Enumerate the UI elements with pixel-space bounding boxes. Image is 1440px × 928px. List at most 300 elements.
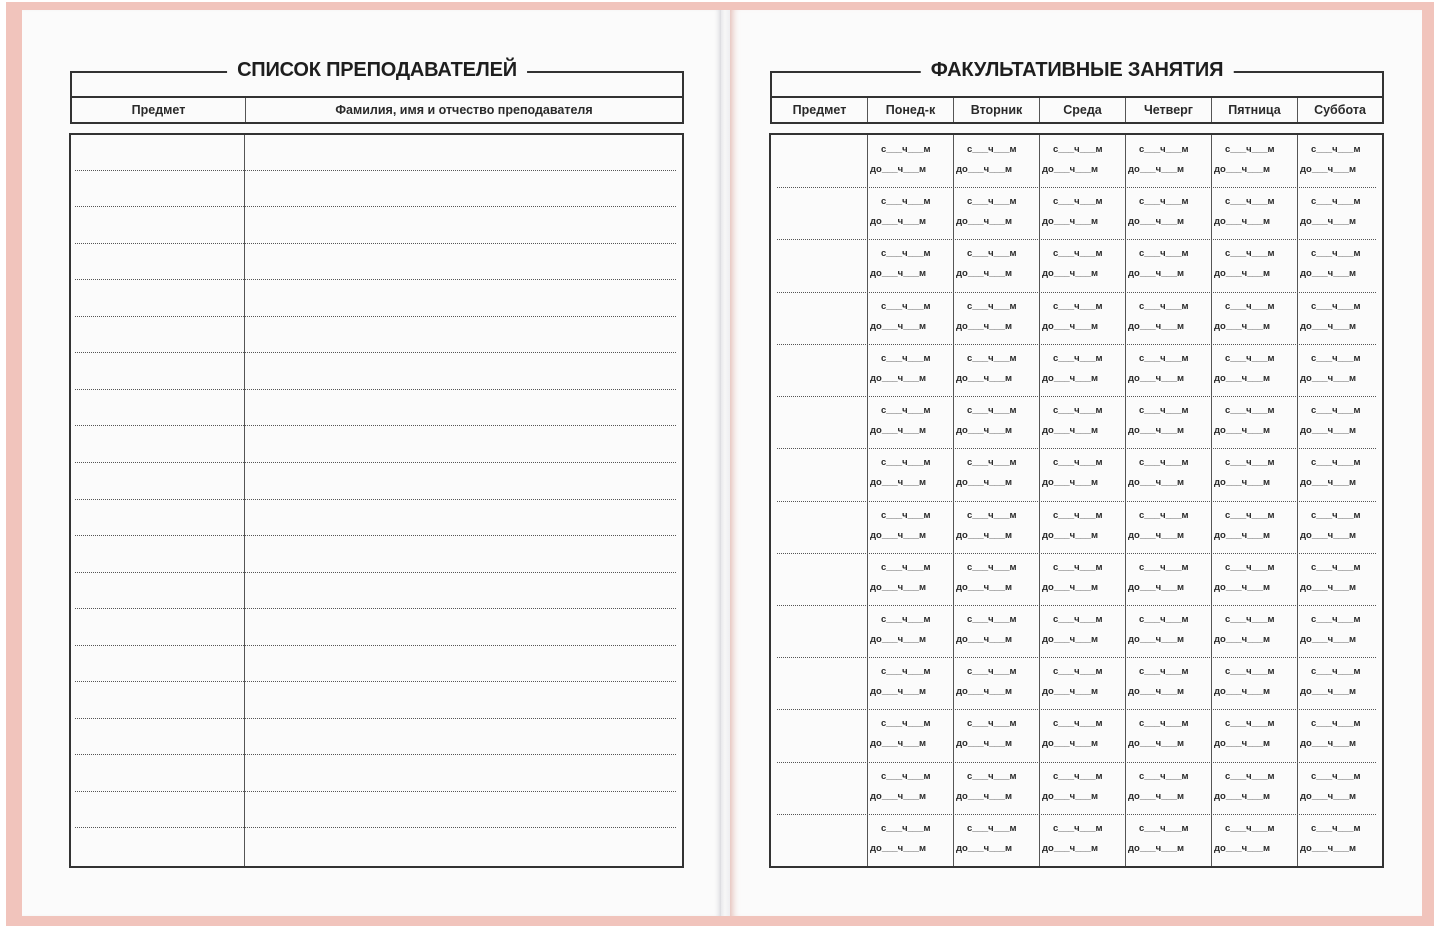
time-slot <box>868 144 953 176</box>
time-slot <box>954 771 1039 803</box>
time-to-label: до___ч___м <box>1214 530 1271 541</box>
time-from-label: с___ч___м <box>967 353 1017 364</box>
time-from-label: с___ч___м <box>1053 457 1103 468</box>
time-slot <box>868 405 953 437</box>
time-slot <box>868 614 953 646</box>
time-from-label: с___ч___м <box>1311 144 1361 155</box>
time-from-label: с___ч___м <box>1311 457 1361 468</box>
time-to-label: до___ч___м <box>870 791 927 802</box>
time-from-label: с___ч___м <box>967 196 1017 207</box>
time-to-label: до___ч___м <box>1214 582 1271 593</box>
time-slot <box>1126 457 1211 489</box>
time-to-label: до___ч___м <box>1214 477 1271 488</box>
time-slot <box>868 353 953 385</box>
time-slot <box>1040 248 1125 280</box>
time-from-label: с___ч___м <box>1225 248 1275 259</box>
teachers-title: СПИСОК ПРЕПОДАВАТЕЛЕЙ <box>227 59 527 82</box>
time-to-label: до___ч___м <box>1042 791 1099 802</box>
time-to-label: до___ч___м <box>1128 373 1185 384</box>
row-rule-line <box>777 501 1376 502</box>
time-slot <box>868 301 953 333</box>
time-slot <box>1212 614 1297 646</box>
time-slot <box>954 510 1039 542</box>
row-rule-line <box>777 396 1376 397</box>
time-slot <box>1126 405 1211 437</box>
time-from-label: с___ч___м <box>881 823 931 834</box>
time-slot <box>954 196 1039 228</box>
time-slot <box>868 823 953 855</box>
time-slot <box>1040 457 1125 489</box>
time-from-label: с___ч___м <box>1311 718 1361 729</box>
time-to-label: до___ч___м <box>1042 477 1099 488</box>
time-slot <box>1126 248 1211 280</box>
time-to-label: до___ч___м <box>1214 634 1271 645</box>
time-from-label: с___ч___м <box>967 771 1017 782</box>
time-slot <box>1212 510 1297 542</box>
time-slot <box>1126 510 1211 542</box>
time-slot <box>1212 457 1297 489</box>
time-slot <box>954 666 1039 698</box>
time-to-label: до___ч___м <box>870 373 927 384</box>
time-to-label: до___ч___м <box>1128 530 1185 541</box>
time-from-label: с___ч___м <box>1053 405 1103 416</box>
time-slot <box>1040 614 1125 646</box>
row-rule-line <box>75 827 676 828</box>
header-thursday: Четверг <box>1126 98 1212 122</box>
time-from-label: с___ч___м <box>967 405 1017 416</box>
time-to-label: до___ч___м <box>1042 164 1099 175</box>
time-from-label: с___ч___м <box>967 510 1017 521</box>
time-from-label: с___ч___м <box>1139 666 1189 677</box>
header-tuesday: Вторник <box>954 98 1040 122</box>
right-page <box>730 10 1422 916</box>
time-from-label: с___ч___м <box>1311 301 1361 312</box>
time-to-label: до___ч___м <box>1128 843 1185 854</box>
time-to-label: до___ч___м <box>1300 530 1357 541</box>
time-slot <box>1040 301 1125 333</box>
time-from-label: с___ч___м <box>881 196 931 207</box>
row-rule-line <box>777 187 1376 188</box>
time-to-label: до___ч___м <box>956 216 1013 227</box>
row-rule-line <box>75 243 676 244</box>
time-from-label: с___ч___м <box>967 301 1017 312</box>
time-from-label: с___ч___м <box>1139 718 1189 729</box>
time-to-label: до___ч___м <box>1214 373 1271 384</box>
time-from-label: с___ч___м <box>1139 771 1189 782</box>
time-to-label: до___ч___м <box>1042 321 1099 332</box>
time-from-label: с___ч___м <box>967 718 1017 729</box>
time-to-label: до___ч___м <box>1128 791 1185 802</box>
time-from-label: с___ч___м <box>1139 248 1189 259</box>
time-from-label: с___ч___м <box>1053 771 1103 782</box>
time-to-label: до___ч___м <box>1300 738 1357 749</box>
time-from-label: с___ч___м <box>1225 562 1275 573</box>
time-to-label: до___ч___м <box>1128 216 1185 227</box>
time-slot <box>868 666 953 698</box>
time-to-label: до___ч___м <box>870 582 927 593</box>
time-slot <box>1298 614 1383 646</box>
time-slot <box>1126 144 1211 176</box>
teachers-table <box>69 133 684 868</box>
time-slot <box>868 457 953 489</box>
time-slot <box>1126 666 1211 698</box>
row-rule-line <box>777 344 1376 345</box>
time-slot <box>868 248 953 280</box>
time-from-label: с___ч___м <box>1225 196 1275 207</box>
time-to-label: до___ч___м <box>870 425 927 436</box>
time-from-label: с___ч___м <box>1053 248 1103 259</box>
time-from-label: с___ч___м <box>967 144 1017 155</box>
row-rule-line <box>777 814 1376 815</box>
time-slot <box>954 353 1039 385</box>
time-to-label: до___ч___м <box>956 164 1013 175</box>
time-slot <box>1126 301 1211 333</box>
time-to-label: до___ч___м <box>1214 738 1271 749</box>
time-slot <box>1212 823 1297 855</box>
time-from-label: с___ч___м <box>881 562 931 573</box>
time-slot <box>1298 248 1383 280</box>
time-to-label: до___ч___м <box>870 477 927 488</box>
time-slot <box>1212 353 1297 385</box>
time-to-label: до___ч___м <box>1300 268 1357 279</box>
time-slot <box>1298 457 1383 489</box>
time-slot <box>868 771 953 803</box>
time-to-label: до___ч___м <box>956 425 1013 436</box>
electives-title-frame <box>770 59 1384 99</box>
time-from-label: с___ч___м <box>1139 405 1189 416</box>
time-to-label: до___ч___м <box>956 843 1013 854</box>
time-to-label: до___ч___м <box>1214 425 1271 436</box>
time-slot <box>1298 510 1383 542</box>
header-saturday: Суббота <box>1314 103 1366 117</box>
row-rule-line <box>75 681 676 682</box>
row-rule-line <box>777 605 1376 606</box>
row-rule-line <box>75 425 676 426</box>
time-from-label: с___ч___м <box>1225 718 1275 729</box>
time-slot <box>1040 666 1125 698</box>
time-slot <box>1040 823 1125 855</box>
time-to-label: до___ч___м <box>1042 843 1099 854</box>
time-slot <box>954 457 1039 489</box>
time-from-label: с___ч___м <box>1139 823 1189 834</box>
time-from-label: с___ч___м <box>1053 196 1103 207</box>
time-from-label: с___ч___м <box>1139 353 1189 364</box>
time-to-label: до___ч___м <box>1300 425 1357 436</box>
time-to-label: до___ч___м <box>956 373 1013 384</box>
time-to-label: до___ч___м <box>1042 216 1099 227</box>
row-rule-line <box>75 535 676 536</box>
time-to-label: до___ч___м <box>870 634 927 645</box>
time-from-label: с___ч___м <box>1311 353 1361 364</box>
time-slot <box>954 823 1039 855</box>
row-rule-line <box>75 572 676 573</box>
time-slot <box>1298 144 1383 176</box>
time-from-label: с___ч___м <box>1139 144 1189 155</box>
time-from-label: с___ч___м <box>1053 562 1103 573</box>
time-to-label: до___ч___м <box>1128 425 1185 436</box>
row-rule-line <box>75 316 676 317</box>
time-to-label: до___ч___м <box>1128 268 1185 279</box>
time-from-label: с___ч___м <box>1139 562 1189 573</box>
time-slot <box>954 405 1039 437</box>
teachers-header <box>70 96 684 124</box>
electives-table <box>769 133 1384 868</box>
time-to-label: до___ч___м <box>956 738 1013 749</box>
time-to-label: до___ч___м <box>1128 164 1185 175</box>
time-from-label: с___ч___м <box>1225 301 1275 312</box>
time-slot <box>1212 301 1297 333</box>
time-slot <box>1298 718 1383 750</box>
row-rule-line <box>75 754 676 755</box>
time-from-label: с___ч___м <box>881 353 931 364</box>
time-from-label: с___ч___м <box>1311 614 1361 625</box>
time-slot <box>1212 144 1297 176</box>
time-to-label: до___ч___м <box>1300 582 1357 593</box>
time-to-label: до___ч___м <box>1300 164 1357 175</box>
time-from-label: с___ч___м <box>1053 510 1103 521</box>
time-from-label: с___ч___м <box>1139 614 1189 625</box>
time-slot <box>1212 718 1297 750</box>
header-subject: Предмет <box>72 98 246 122</box>
time-from-label: с___ч___м <box>1225 405 1275 416</box>
time-from-label: с___ч___м <box>1311 823 1361 834</box>
time-from-label: с___ч___м <box>1053 666 1103 677</box>
time-slot <box>868 196 953 228</box>
time-from-label: с___ч___м <box>1053 353 1103 364</box>
left-page <box>22 10 722 916</box>
time-to-label: до___ч___м <box>1214 216 1271 227</box>
time-slot <box>954 144 1039 176</box>
time-from-label: с___ч___м <box>881 301 931 312</box>
time-to-label: до___ч___м <box>1128 738 1185 749</box>
time-from-label: с___ч___м <box>1139 301 1189 312</box>
time-from-label: с___ч___м <box>967 823 1017 834</box>
time-from-label: с___ч___м <box>1311 562 1361 573</box>
row-rule-line <box>777 709 1376 710</box>
time-slot <box>954 614 1039 646</box>
time-to-label: до___ч___м <box>1128 321 1185 332</box>
time-slot <box>1040 144 1125 176</box>
time-from-label: с___ч___м <box>881 718 931 729</box>
time-to-label: до___ч___м <box>956 582 1013 593</box>
row-rule-line <box>75 608 676 609</box>
time-to-label: до___ч___м <box>870 268 927 279</box>
time-to-label: до___ч___м <box>956 686 1013 697</box>
time-slot <box>954 562 1039 594</box>
time-from-label: с___ч___м <box>1053 301 1103 312</box>
time-to-label: до___ч___м <box>1042 738 1099 749</box>
time-slot <box>868 510 953 542</box>
time-to-label: до___ч___м <box>870 216 927 227</box>
time-to-label: до___ч___м <box>1300 634 1357 645</box>
time-from-label: с___ч___м <box>967 457 1017 468</box>
time-slot <box>1126 353 1211 385</box>
time-from-label: с___ч___м <box>1311 196 1361 207</box>
time-from-label: с___ч___м <box>1225 144 1275 155</box>
row-rule-line <box>75 462 676 463</box>
time-slot <box>1126 614 1211 646</box>
time-from-label: с___ч___м <box>1311 248 1361 259</box>
time-to-label: до___ч___м <box>1042 582 1099 593</box>
time-from-label: с___ч___м <box>1053 614 1103 625</box>
time-to-label: до___ч___м <box>870 164 927 175</box>
time-slot <box>1212 771 1297 803</box>
time-to-label: до___ч___м <box>870 321 927 332</box>
time-from-label: с___ч___м <box>967 614 1017 625</box>
time-from-label: с___ч___м <box>1139 457 1189 468</box>
time-from-label: с___ч___м <box>1225 353 1275 364</box>
time-slot <box>1298 353 1383 385</box>
time-slot <box>1040 718 1125 750</box>
time-from-label: с___ч___м <box>881 771 931 782</box>
row-rule-line <box>75 645 676 646</box>
time-to-label: до___ч___м <box>956 268 1013 279</box>
time-to-label: до___ч___м <box>1300 321 1357 332</box>
teachers-title-frame <box>70 59 684 99</box>
time-to-label: до___ч___м <box>1214 843 1271 854</box>
time-from-label: с___ч___м <box>1053 144 1103 155</box>
time-slot <box>1298 666 1383 698</box>
time-to-label: до___ч___м <box>870 686 927 697</box>
row-rule-line <box>75 206 676 207</box>
time-to-label: до___ч___м <box>1214 791 1271 802</box>
column-divider <box>244 135 245 866</box>
time-to-label: до___ч___м <box>1300 373 1357 384</box>
header-wednesday: Среда <box>1040 98 1126 122</box>
row-rule-line <box>777 292 1376 293</box>
time-slot <box>1212 405 1297 437</box>
time-from-label: с___ч___м <box>1225 614 1275 625</box>
header-teacher-name: Фамилия, имя и отчество преподавателя <box>335 103 593 117</box>
time-from-label: с___ч___м <box>1139 196 1189 207</box>
time-to-label: до___ч___м <box>1300 686 1357 697</box>
time-slot <box>1298 562 1383 594</box>
time-slot <box>1298 823 1383 855</box>
time-from-label: с___ч___м <box>1225 771 1275 782</box>
time-from-label: с___ч___м <box>881 510 931 521</box>
time-slot <box>1126 823 1211 855</box>
time-slot <box>1126 771 1211 803</box>
time-to-label: до___ч___м <box>870 843 927 854</box>
time-from-label: с___ч___м <box>1311 771 1361 782</box>
time-slot <box>954 718 1039 750</box>
time-slot <box>868 718 953 750</box>
time-slot <box>1212 666 1297 698</box>
time-to-label: до___ч___м <box>1042 530 1099 541</box>
time-from-label: с___ч___м <box>1139 510 1189 521</box>
row-rule-line <box>777 553 1376 554</box>
time-to-label: до___ч___м <box>956 634 1013 645</box>
time-slot <box>1040 562 1125 594</box>
time-to-label: до___ч___м <box>870 738 927 749</box>
time-to-label: до___ч___м <box>870 530 927 541</box>
time-from-label: с___ч___м <box>1311 666 1361 677</box>
row-rule-line <box>777 657 1376 658</box>
time-slot <box>1298 771 1383 803</box>
time-slot <box>1040 771 1125 803</box>
time-from-label: с___ч___м <box>1053 718 1103 729</box>
time-from-label: с___ч___м <box>881 614 931 625</box>
time-to-label: до___ч___м <box>1300 477 1357 488</box>
time-from-label: с___ч___м <box>1053 823 1103 834</box>
time-to-label: до___ч___м <box>956 791 1013 802</box>
time-slot <box>954 301 1039 333</box>
row-rule-line <box>75 352 676 353</box>
time-from-label: с___ч___м <box>1311 510 1361 521</box>
time-from-label: с___ч___м <box>967 248 1017 259</box>
time-slot <box>1040 405 1125 437</box>
electives-title: ФАКУЛЬТАТИВНЫЕ ЗАНЯТИЯ <box>921 59 1234 82</box>
time-slot <box>1298 196 1383 228</box>
time-from-label: с___ч___м <box>881 457 931 468</box>
time-slot <box>1040 196 1125 228</box>
time-slot <box>1298 405 1383 437</box>
time-to-label: до___ч___м <box>1128 634 1185 645</box>
time-to-label: до___ч___м <box>1214 164 1271 175</box>
time-slot <box>1298 301 1383 333</box>
time-from-label: с___ч___м <box>967 666 1017 677</box>
time-from-label: с___ч___м <box>1225 666 1275 677</box>
time-to-label: до___ч___м <box>1128 477 1185 488</box>
time-slot <box>1126 718 1211 750</box>
time-from-label: с___ч___м <box>881 248 931 259</box>
time-from-label: с___ч___м <box>881 405 931 416</box>
time-slot <box>1212 196 1297 228</box>
time-slot <box>954 248 1039 280</box>
time-to-label: до___ч___м <box>1042 268 1099 279</box>
time-to-label: до___ч___м <box>1214 686 1271 697</box>
row-rule-line <box>75 170 676 171</box>
time-slot <box>868 562 953 594</box>
time-to-label: до___ч___м <box>1128 582 1185 593</box>
row-rule-line <box>75 279 676 280</box>
time-from-label: с___ч___м <box>1311 405 1361 416</box>
row-rule-line <box>777 448 1376 449</box>
time-to-label: до___ч___м <box>1300 216 1357 227</box>
time-to-label: до___ч___м <box>1300 843 1357 854</box>
time-from-label: с___ч___м <box>1225 823 1275 834</box>
time-from-label: с___ч___м <box>1225 457 1275 468</box>
time-from-label: с___ч___м <box>1225 510 1275 521</box>
row-rule-line <box>75 718 676 719</box>
time-to-label: до___ч___м <box>956 477 1013 488</box>
row-rule-line <box>777 762 1376 763</box>
row-rule-line <box>777 239 1376 240</box>
time-to-label: до___ч___м <box>956 530 1013 541</box>
time-to-label: до___ч___м <box>1214 268 1271 279</box>
time-to-label: до___ч___м <box>956 321 1013 332</box>
time-to-label: до___ч___м <box>1042 686 1099 697</box>
time-slot <box>1126 196 1211 228</box>
row-rule-line <box>75 389 676 390</box>
time-from-label: с___ч___м <box>881 666 931 677</box>
time-from-label: с___ч___м <box>967 562 1017 573</box>
time-to-label: до___ч___м <box>1042 634 1099 645</box>
row-rule-line <box>75 791 676 792</box>
time-slot <box>1212 248 1297 280</box>
time-to-label: до___ч___м <box>1042 373 1099 384</box>
time-to-label: до___ч___м <box>1300 791 1357 802</box>
time-slot <box>1126 562 1211 594</box>
time-from-label: с___ч___м <box>881 144 931 155</box>
time-to-label: до___ч___м <box>1042 425 1099 436</box>
time-slot <box>1212 562 1297 594</box>
header-subject: Предмет <box>772 98 868 122</box>
header-monday: Понед-к <box>868 98 954 122</box>
row-rule-line <box>75 499 676 500</box>
time-to-label: до___ч___м <box>1128 686 1185 697</box>
header-friday: Пятница <box>1212 98 1298 122</box>
